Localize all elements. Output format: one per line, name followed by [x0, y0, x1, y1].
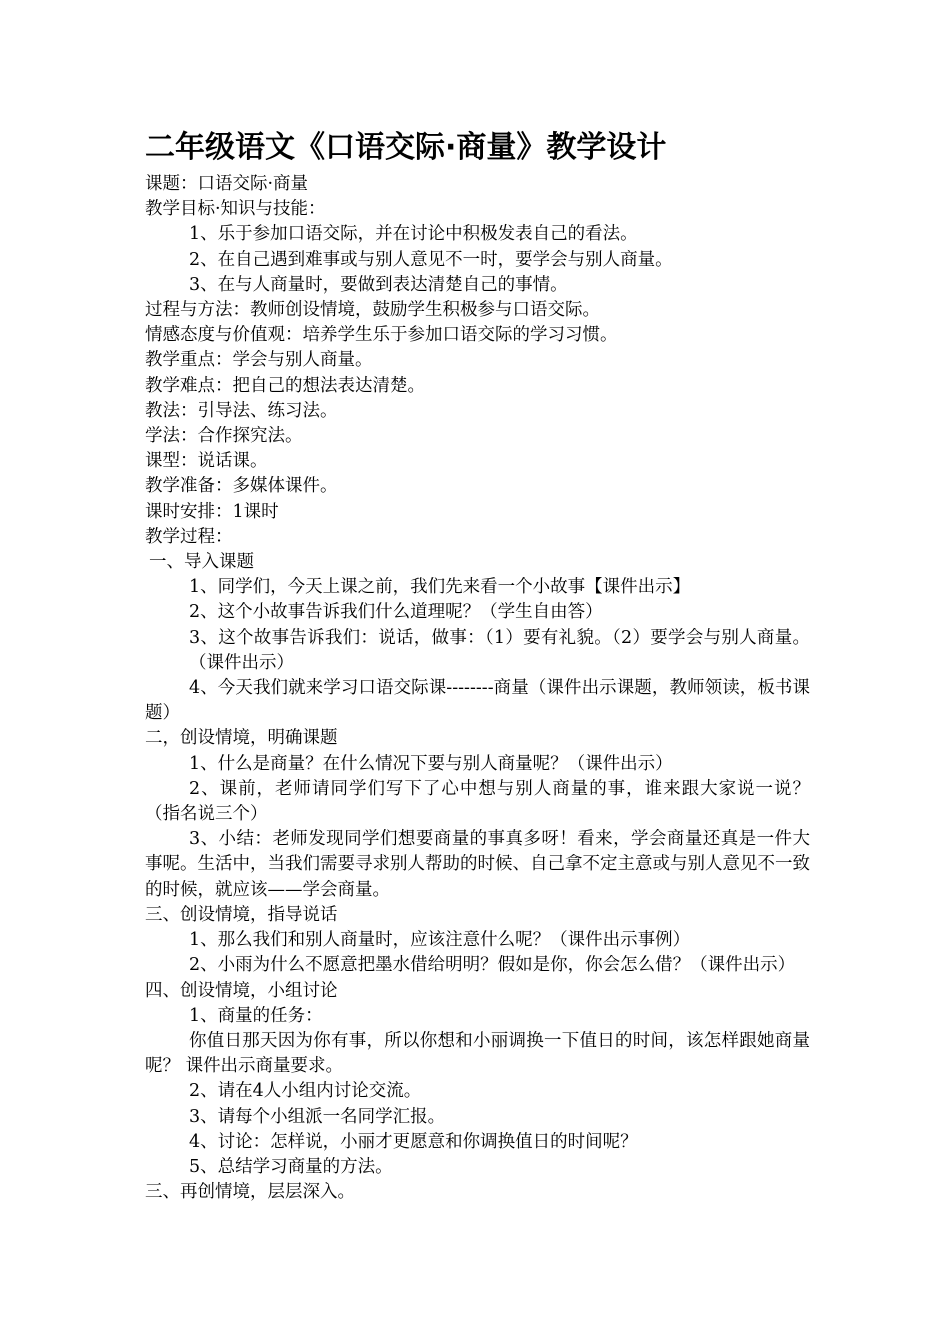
- schedule-line: 课时安排：1课时: [145, 501, 279, 522]
- section-item: 1、那么我们和别人商量时，应该注意什么呢？（课件出示事例）: [189, 930, 691, 951]
- section-item: 3、这个故事告诉我们：说话，做事：（1）要有礼貌。（2）要学会与别人商量。（课件出示）: [189, 627, 810, 673]
- learning-method-line: 学法：合作探究法。: [145, 426, 303, 447]
- objective-item: 1、乐于参加口语交际，并在讨论中积极发表自己的看法。: [189, 224, 638, 245]
- section-heading: 四、创设情境，小组讨论: [145, 980, 338, 1001]
- section-heading: 二，创设情境，明确课题: [145, 728, 338, 749]
- task-paragraph: 你值日那天因为你有事，所以你想和小丽调换一下值日的时间，该怎样跟她商量呢？ 课件出示商量要求。: [145, 1030, 810, 1077]
- section-item: 2、小雨为什么不愿意把墨水借给明明？假如是你，你会怎么借？（课件出示）: [189, 955, 796, 976]
- objectives-heading: 教学目标·知识与技能：: [145, 199, 326, 220]
- lesson-type-line: 课型：说话课。: [145, 451, 268, 472]
- topic-line: 课题：口语交际·商量: [145, 174, 309, 194]
- teaching-method-line: 教法：引导法、练习法。: [145, 400, 338, 421]
- difficulty-line: 教学难点：把自己的想法表达清楚。: [145, 375, 425, 396]
- section-item: 1、什么是商量？在什么情况下要与别人商量呢？（课件出示）: [189, 753, 673, 774]
- section-item: 5、总结学习商量的方法。: [189, 1156, 393, 1177]
- section-item: 3、小结：老师发现同学们想要商量的事真多呀！看来，学会商量还真是一件大事呢。生活中，当我们需要寻求别人帮助的时候、自己拿不定主意或与别人意见不一致的时候，就应该——学会商量。: [145, 829, 810, 900]
- objective-item: 3、在与人商量时，要做到表达清楚自己的事情。: [189, 274, 568, 295]
- process-method-line: 过程与方法：教师创设情境，鼓励学生积极参与口语交际。: [145, 300, 600, 321]
- objective-item: 2、在自己遇到难事或与别人意见不一时，要学会与别人商量。: [189, 249, 673, 270]
- section-item: 1、商量的任务：: [189, 1005, 323, 1026]
- section-item: 2、请在4人小组内讨论交流。: [189, 1081, 422, 1102]
- section-heading: 一、导入课题: [149, 552, 254, 573]
- section-item: 3、请每个小组派一名同学汇报。: [189, 1106, 446, 1127]
- section-item: 4、今天我们就来学习口语交际课--------商量（课件出示课题，教师领读，板书课题）: [145, 678, 810, 724]
- section-heading: 三、再创情境，层层深入。: [145, 1182, 355, 1203]
- emotion-line: 情感态度与价值观：培养学生乐于参加口语交际的学习习惯。: [145, 325, 618, 346]
- section-item: 4、讨论：怎样说，小丽才更愿意和你调换值日的时间呢？: [189, 1131, 638, 1152]
- preparation-line: 教学准备：多媒体课件。: [145, 476, 338, 497]
- document-title: 二年级语文《口语交际·商量》教学设计: [145, 130, 667, 165]
- section-item: 1、同学们，今天上课之前，我们先来看一个小故事【课件出示】: [189, 577, 691, 598]
- section-item: 2、课前，老师请同学们写下了心中想与别人商量的事，谁来跟大家说一说？（指名说三个）: [145, 778, 810, 825]
- section-heading: 三、创设情境，指导说话: [145, 904, 338, 925]
- process-heading: 教学过程：: [145, 526, 233, 547]
- section-item: 2、这个小故事告诉我们什么道理呢？（学生自由答）: [189, 602, 603, 623]
- key-point-line: 教学重点：学会与别人商量。: [145, 350, 373, 371]
